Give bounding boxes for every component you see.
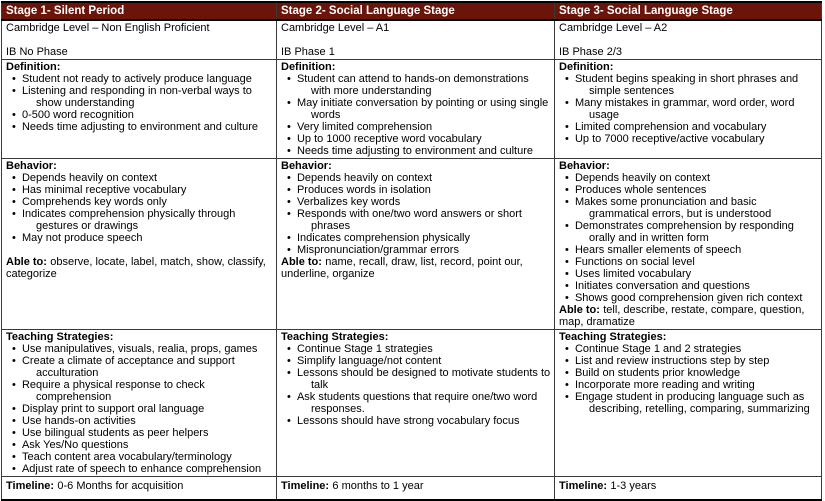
bullet-item: • Has minimal receptive vocabulary [6,184,273,196]
bullet-item: • Makes some pronunciation and basic grammatical errors, but is understood [559,196,818,220]
definition-heading: Definition: [281,61,336,73]
teaching-cell-stage-2 [277,330,555,477]
bullet-item: • Indicates comprehension physically [281,232,551,244]
bullet-item: • Continue Stage 1 strategies [281,343,551,355]
level-cell-stage-1 [2,20,277,60]
bullet-item: • Student not ready to actively produce language [6,73,273,85]
bullet-item: • Functions on social level [559,256,818,268]
level-cell-stage-3 [555,20,822,60]
teaching-list [6,343,273,475]
bullet-item: • Ask students questions that require one/two word responses. [281,391,551,415]
definition-cell-stage-2 [277,60,555,159]
timeline-cell-stage-2 [277,477,555,500]
bullet-item: • Initiates conversation and questions [559,280,818,292]
definition-row [2,60,822,159]
able-to-text: observe, locate, label, match, show, classify, categorize [6,256,266,280]
behavior-cell-stage-3 [555,159,822,330]
behavior-cell-stage-1 [2,159,277,330]
able-to-label: Able to: [559,304,600,316]
timeline-text: 6 months to 1 year [332,480,424,492]
teaching-strategies-row [2,330,822,477]
ib-phase: IB No Phase [6,46,68,58]
stage-header-row [2,2,822,20]
bullet-item: • Hears smaller elements of speech [559,244,818,256]
bullet-item: • Verbalizes key words [281,196,551,208]
bullet-item: • 0-500 word recognition [6,109,273,121]
bullet-item: • Needs time adjusting to environment and culture [6,121,273,133]
bullet-item: • Many mistakes in grammar, word order, word usage [559,97,818,121]
cambridge-level: Cambridge Level – A1 [281,22,390,34]
stage-1-title: Stage 1- Silent Period [2,2,277,20]
bullet-item: • Display print to support oral language [6,403,273,415]
teaching-cell-stage-3 [555,330,822,477]
teaching-cell-stage-1 [2,330,277,477]
timeline-label: Timeline: [281,480,330,492]
ib-phase: IB Phase 2/3 [559,46,622,58]
timeline-cell-stage-3 [555,477,822,500]
ib-phase: IB Phase 1 [281,46,335,58]
bullet-item: • Indicates comprehension physically through gestures or drawings [6,208,273,232]
bullet-item: • Engage student in producing language such as describing, retelling, comparing, summarizing [559,391,818,415]
bullet-item: • Up to 7000 receptive/active vocabulary [559,133,818,145]
bullet-item: • Use manipulatives, visuals, realia, props, games [6,343,273,355]
bullet-item: • Continue Stage 1 and 2 strategies [559,343,818,355]
able-to-label: Able to: [6,256,47,268]
teaching-heading: Teaching Strategies: [6,331,114,343]
able-to-label: Able to: [281,256,322,268]
bullet-item: • Limited comprehension and vocabulary [559,121,818,133]
bullet-item: • Student begins speaking in short phrases and simple sentences [559,73,818,97]
bullet-item: • Ask Yes/No questions [6,439,273,451]
bullet-item: • Depends heavily on context [281,172,551,184]
timeline-text: 0-6 Months for acquisition [57,480,184,492]
definition-heading: Definition: [6,61,61,73]
behavior-heading: Behavior: [559,160,610,172]
timeline-text: 1-3 years [610,480,657,492]
stage-2-title: Stage 2- Social Language Stage [277,2,555,20]
bullet-item: • Up to 1000 receptive word vocabulary [281,133,551,145]
bullet-item: • May initiate conversation by pointing or using single words [281,97,551,121]
bullet-item: • Produces whole sentences [559,184,818,196]
behavior-heading: Behavior: [281,160,332,172]
cambridge-level: Cambridge Level – A2 [559,22,668,34]
bullet-item: • Mispronunciation/grammar errors [281,244,551,256]
able-to [559,304,818,328]
bullet-item: • Require a physical response to check comprehension [6,379,273,403]
cambridge-level: Cambridge Level – Non English Proficient [6,22,210,34]
bullet-item: • Adjust rate of speech to enhance comprehension [6,463,273,475]
timeline-label: Timeline: [6,480,55,492]
bullet-item: • Responds with one/two word answers or short phrases [281,208,551,232]
bullet-item: • Depends heavily on context [559,172,818,184]
timeline-row [2,477,822,500]
able-to [6,256,273,280]
bullet-item: • Produces words in isolation [281,184,551,196]
bullet-item: • Build on students prior knowledge [559,367,818,379]
stage-3-title: Stage 3- Social Language Stage [555,2,822,20]
timeline-label: Timeline: [559,480,608,492]
teaching-list [559,343,818,415]
bullet-item: • Simplify language/not content [281,355,551,367]
level-row [2,20,822,60]
behavior-cell-stage-2 [277,159,555,330]
definition-list [6,73,273,133]
bullet-item: • List and review instructions step by step [559,355,818,367]
bullet-item: • Demonstrates comprehension by responding orally and in written form [559,220,818,244]
definition-list [559,73,818,145]
able-to-text: name, recall, draw, list, record, point our, underline, organize [281,256,523,280]
teaching-heading: Teaching Strategies: [281,331,389,343]
teaching-heading: Teaching Strategies: [559,331,667,343]
behavior-row [2,159,822,330]
definition-list [281,73,551,157]
able-to [281,256,551,280]
bullet-item: • Use bilingual students as peer helpers [6,427,273,439]
bullet-item: • Shows good comprehension given rich context [559,292,818,304]
timeline-cell-stage-1 [2,477,277,500]
language-stages-table [1,1,822,501]
bullet-item: • Student can attend to hands-on demonstrations with more understanding [281,73,551,97]
bullet-item: • Depends heavily on context [6,172,273,184]
level-cell-stage-2 [277,20,555,60]
definition-cell-stage-3 [555,60,822,159]
bullet-item: • Create a climate of acceptance and support acculturation [6,355,273,379]
bullet-item: • Needs time adjusting to environment and culture [281,145,551,157]
bullet-item: • Comprehends key words only [6,196,273,208]
behavior-list [6,172,273,244]
bullet-item: • Very limited comprehension [281,121,551,133]
bullet-item: • Teach content area vocabulary/terminology [6,451,273,463]
bullet-item: • Lessons should have strong vocabulary focus [281,415,551,427]
bullet-item: • Use hands-on activities [6,415,273,427]
able-to-text: tell, describe, restate, compare, question, map, dramatize [559,304,805,328]
bullet-item: • Lessons should be designed to motivate students to talk [281,367,551,391]
bullet-item: • Uses limited vocabulary [559,268,818,280]
behavior-list [559,172,818,304]
bullet-item: • May not produce speech [6,232,273,244]
definition-cell-stage-1 [2,60,277,159]
behavior-list [281,172,551,256]
bullet-item: • Listening and responding in non-verbal ways to show understanding [6,85,273,109]
teaching-list [281,343,551,427]
behavior-heading: Behavior: [6,160,57,172]
definition-heading: Definition: [559,61,614,73]
bullet-item: • Incorporate more reading and writing [559,379,818,391]
